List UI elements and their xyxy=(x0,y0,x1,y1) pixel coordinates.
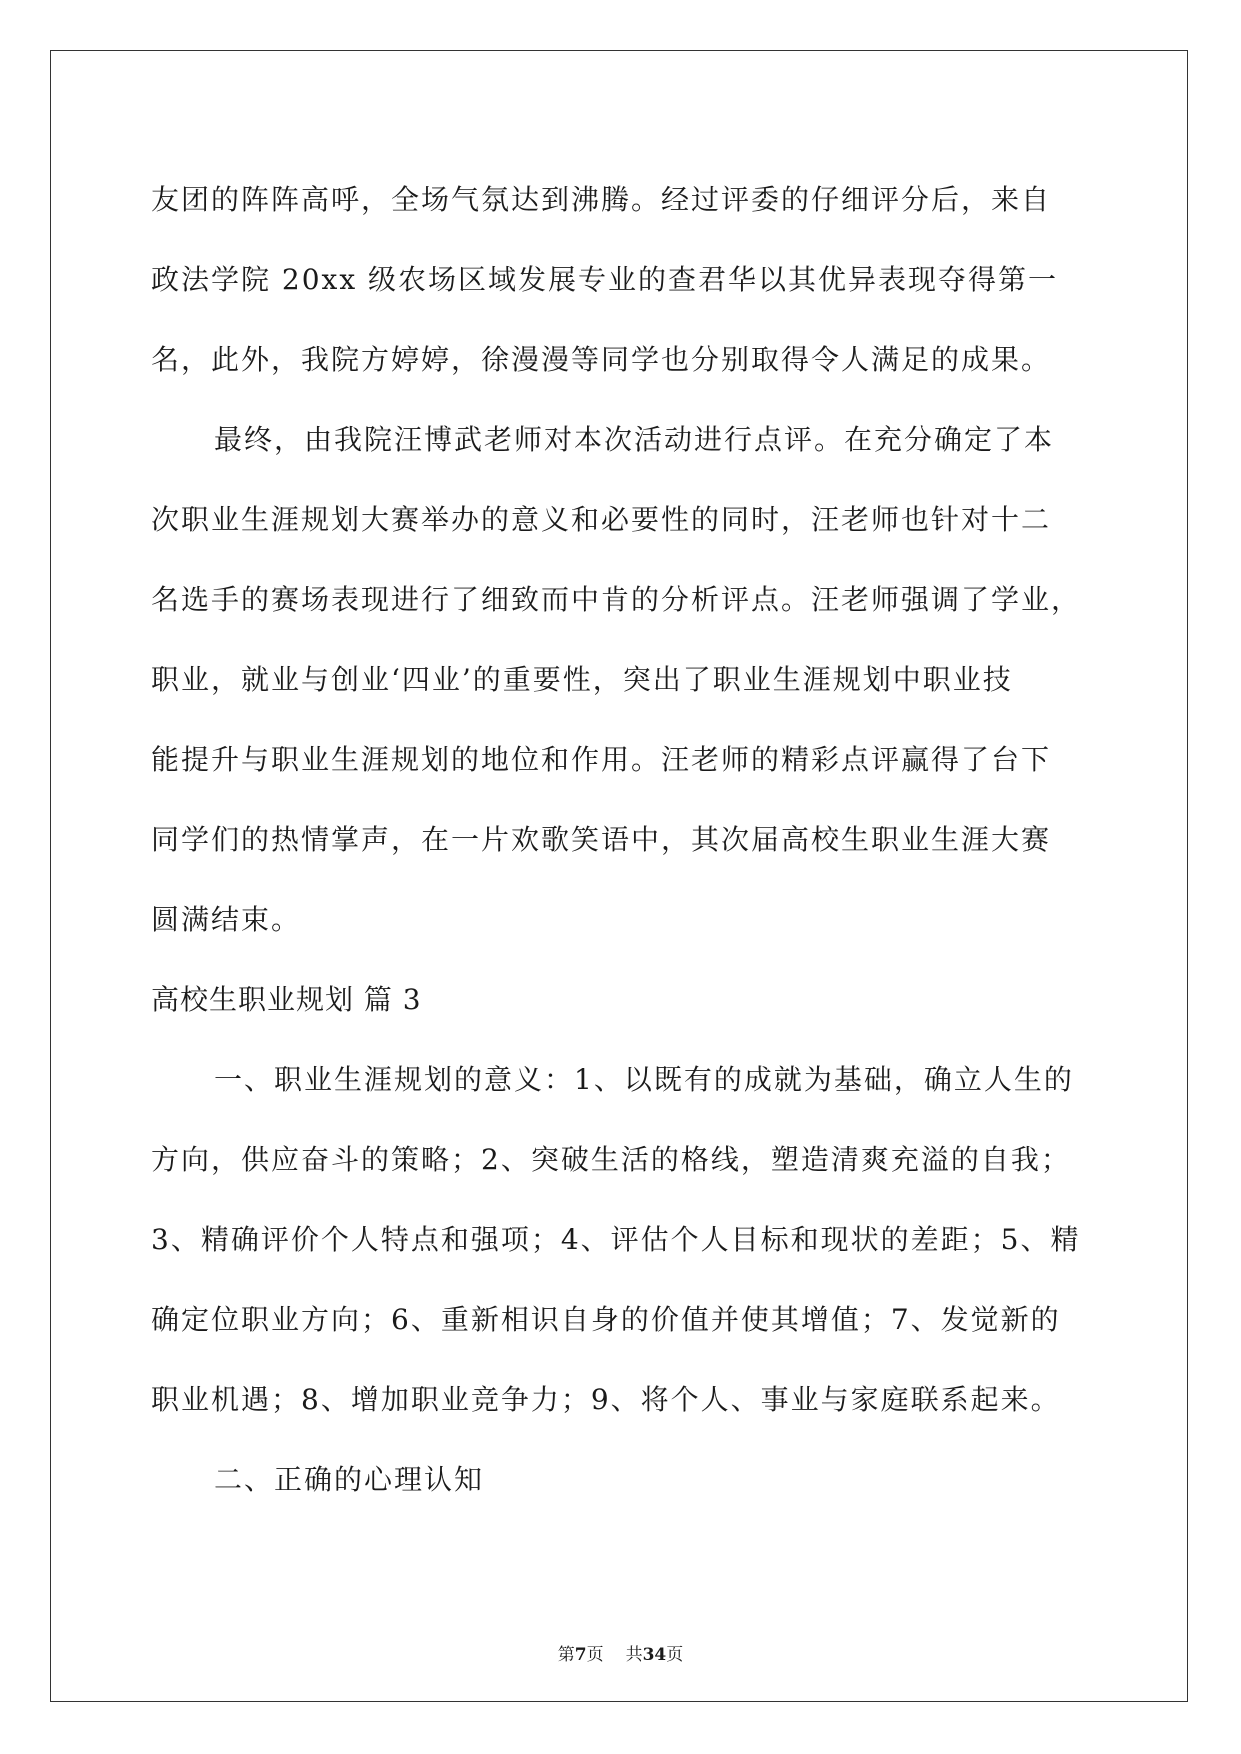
text-line: 名，此外，我院方婷婷，徐漫漫等同学也分别取得令人满足的成果。 xyxy=(151,343,1052,376)
text-line: 次职业生涯规划大赛举办的意义和必要性的同时，汪老师也针对十二 xyxy=(151,503,1052,536)
page-prefix: 第 xyxy=(557,1645,575,1665)
text-line: 政法学院 20xx 级农场区域发展专业的查君华以其优异表现夺得第一 xyxy=(151,263,1059,296)
page-number: 7 xyxy=(574,1645,587,1665)
text-line: 能提升与职业生涯规划的地位和作用。汪老师的精彩点评赢得了台下 xyxy=(151,743,1052,776)
paragraph-start-line: 二、正确的心理认知 xyxy=(214,1463,485,1496)
text-line: 职业机遇；8、增加职业竞争力；9、将个人、事业与家庭联系起来。 xyxy=(151,1383,1061,1416)
paragraph-start-line: 最终，由我院汪博武老师对本次活动进行点评。在充分确定了本 xyxy=(214,423,1055,456)
total-suffix: 页 xyxy=(666,1645,684,1665)
paragraph-start-line: 一、职业生涯规划的意义：1、以既有的成就为基础，确立人生的 xyxy=(214,1063,1074,1096)
document-body xyxy=(151,160,1101,1520)
text-line: 确定位职业方向；6、重新相识自身的价值并使其增值；7、发觉新的 xyxy=(151,1303,1061,1336)
text-line: 名选手的赛场表现进行了细致而中肯的分析评点。汪老师强调了学业， xyxy=(151,583,1082,616)
text-line: 职业，就业与创业‘四业’的重要性，突出了职业生涯规划中职业技 xyxy=(151,663,1013,696)
text-line: 友团的阵阵高呼，全场气氛达到沸腾。经过评委的仔细评分后，来自 xyxy=(151,183,1052,216)
page-footer xyxy=(0,1640,1241,1665)
text-line: 圆满结束。 xyxy=(151,903,302,936)
section-heading: 高校生职业规划 篇 3 xyxy=(151,983,422,1016)
text-line: 3、精确评价个人特点和强项；4、评估个人目标和现状的差距；5、精 xyxy=(151,1223,1081,1256)
total-prefix: 共 xyxy=(625,1645,643,1665)
page-suffix: 页 xyxy=(586,1645,604,1665)
total-pages: 34 xyxy=(642,1645,667,1665)
text-line: 方向，供应奋斗的策略；2、突破生活的格线，塑造清爽充溢的自我； xyxy=(151,1143,1071,1176)
text-line: 同学们的热情掌声，在一片欢歌笑语中，其次届高校生职业生涯大赛 xyxy=(151,823,1052,856)
